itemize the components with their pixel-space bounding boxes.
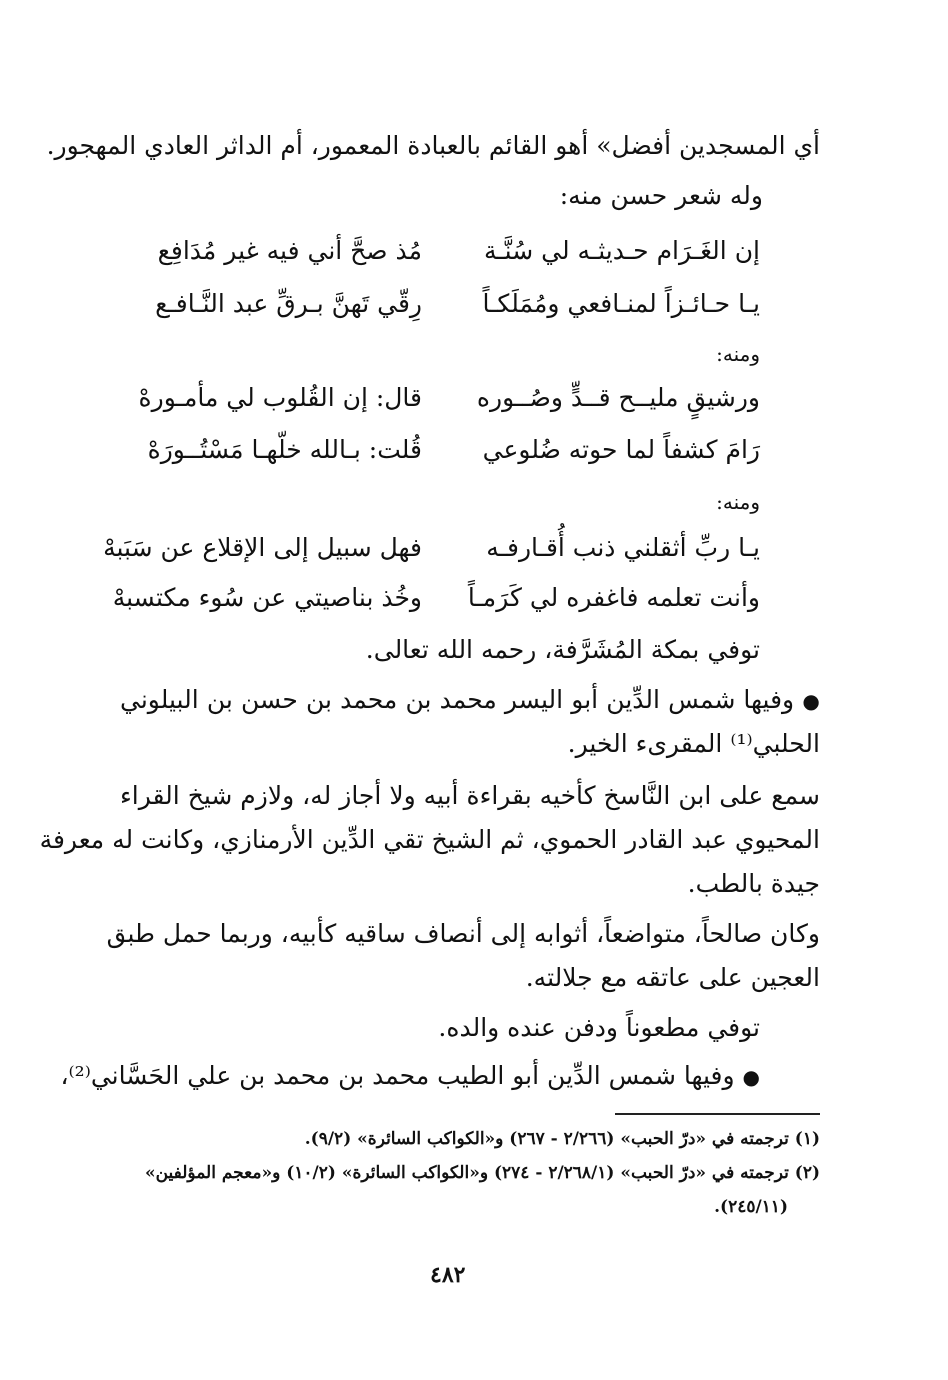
paragraph-line: سمع على ابن النَّاسخ كأخيه بقراءة أبيه ولا أجاز له، ولازم شيخ القراء <box>120 781 820 810</box>
paragraph-line: المحيوي عبد القادر الحموي، ثم الشيخ تقي الدِّين الأرمنازي، وكانت له معرفة <box>39 825 820 854</box>
paragraph-line: العجين على عاتقه مع جلالته. <box>525 963 820 992</box>
poetry-intro: وله شعر حسن منه: <box>559 181 763 210</box>
bullet-icon: ● <box>802 689 821 713</box>
paragraph-line: جيدة بالطب. <box>687 869 820 898</box>
paragraph-line: وكان صالحاً، متواضعاً، أثوابه إلى أنصاف ساقيه كأبيه، وربما حمل طبق <box>106 919 820 948</box>
verse-second-hemistich: قال: إن القُلوب لي مأمـورهْ <box>138 383 422 412</box>
verse-first-hemistich: رَامَ كشفاً لما حوته ضُلوعي <box>482 435 760 464</box>
death-note: توفي مطعوناً ودفن عنده والده. <box>438 1013 760 1042</box>
entry-heading-line <box>120 682 820 719</box>
footnote: (١) ترجمته في «درّ الحبب» (٢/٢٦٦ - ٢٦٧) و«الكواكب السائرة» (٩/٢). <box>304 1129 820 1149</box>
death-note: توفي بمكة المُشَرَّفة، رحمه الله تعالى. <box>365 635 760 664</box>
verse-second-hemistich: فهل سبيل إلى الإقلاع عن سَبَبهْ <box>103 533 422 562</box>
entry-heading-line: الحلبي⁽¹⁾ المقرىء الخير. <box>567 729 820 758</box>
verse-first-hemistich: إن الغَـرَام حـديثـه لي سُنَّـة <box>483 236 760 265</box>
entry-heading-text: وفيها شمس الدِّين أبو الطيب محمد بن محمد بن علي الحَسَّاني⁽²⁾، <box>60 1061 735 1090</box>
verse-first-hemistich: يـا حـائـزاً لمنـافعي ومُمَلَكـاً <box>482 289 760 318</box>
verse-first-hemistich: وأنت تعلمه فاغفره لي كَرَمـاً <box>467 583 760 612</box>
entry-heading-text: وفيها شمس الدِّين أبو اليسر محمد بن محمد بن حسن بن البيلوني <box>120 685 795 714</box>
poetry-intro: ومنه: <box>716 342 760 366</box>
verse-second-hemistich: مُذ صحَّ أني فيه غير مُدَافِع <box>157 236 422 265</box>
verse-first-hemistich: ورشيقٍ مليــح قــدٍّ وصُــوره <box>476 383 760 412</box>
verse-first-hemistich: يـا ربِّ أثقلني ذنب أُقـارفـه <box>486 533 760 562</box>
verse-second-hemistich: قُلت: بـالله خلّهـا مَسْتُــورَهْ <box>147 435 422 464</box>
verse-second-hemistich: وخُذ بناصيتي عن سُوء مكتسبهْ <box>112 583 422 612</box>
page-number: ٤٨٢ <box>430 1262 466 1288</box>
footnote: (٢٤٥/١١). <box>714 1197 788 1217</box>
verse-second-hemistich: رِقّي تَهنَّ بـرقِّ عبد النَّـافـع <box>155 289 422 318</box>
poetry-intro: ومنه: <box>716 490 760 514</box>
paragraph-line: أي المسجدين أفضل» أهو القائم بالعبادة المعمور، أم الداثر العادي المهجور. <box>46 131 820 160</box>
footnote-divider <box>615 1113 820 1115</box>
bullet-icon: ● <box>742 1065 760 1089</box>
footnote: (٢) ترجمته في «درّ الحبب» (٢/٢٦٨/١ - ٢٧٤) و«الكواكب السائرة» (١٠/٢) و«معجم المؤلفين» <box>144 1163 820 1183</box>
entry-heading-line <box>60 1058 760 1095</box>
